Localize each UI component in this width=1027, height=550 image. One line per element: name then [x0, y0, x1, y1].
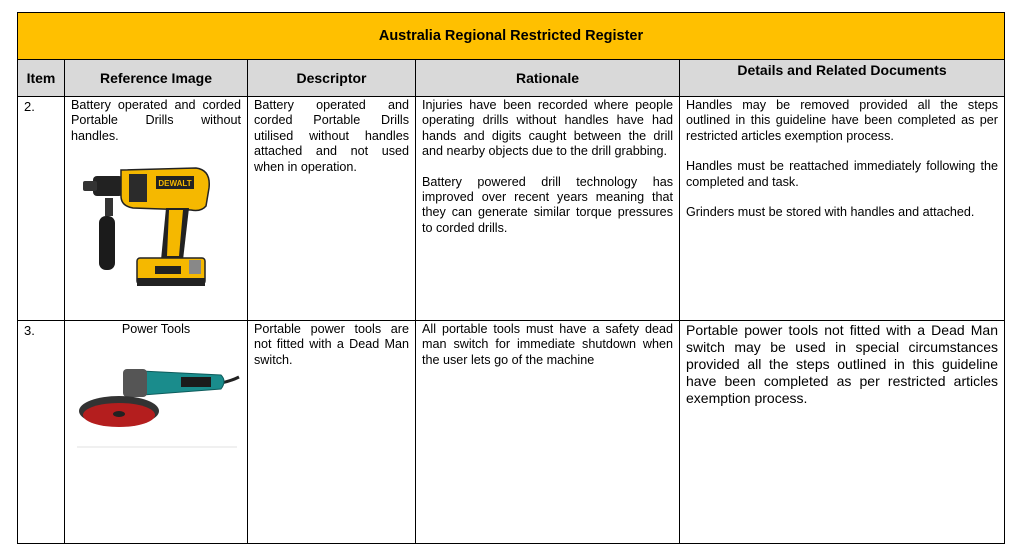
table-row [18, 321, 1005, 544]
header-reference-image: Reference Image [65, 60, 248, 97]
header-item: Item [18, 60, 65, 97]
table-row [18, 97, 1005, 321]
header-rationale: Rationale [416, 60, 680, 97]
descriptor-cell: Battery operated and corded Portable Drills utilised without handles attached and not used when in operation. [248, 97, 416, 321]
reference-label: Battery operated and corded Portable Drills without handles. [71, 98, 241, 143]
rationale-cell [416, 321, 680, 544]
descriptor-cell: Portable power tools are not fitted with a Dead Man switch. [248, 321, 416, 544]
rationale-cell [416, 97, 680, 321]
rationale-paragraph: All portable tools must have a safety dead man switch for immediate shutdown when the user lets go of the machine [422, 322, 673, 367]
item-number: 3. [18, 321, 65, 544]
details-paragraph: Portable power tools not fitted with a Dead Man switch may be used in special circumstances provided all the steps outlined in this guideline have been completed as per restricted articles exemption process. [686, 322, 998, 406]
header-details: Details and Related Documents [680, 60, 1005, 97]
svg-text:DEWALT: DEWALT [158, 179, 192, 189]
details-paragraph: Handles may be removed provided all the steps outlined in this guideline have been completed as per restricted articles exemption process. [686, 98, 998, 143]
header-descriptor: Descriptor [248, 60, 416, 97]
item-number: 2. [18, 97, 65, 321]
details-cell [680, 321, 1005, 544]
cordless-drill-icon [71, 148, 241, 297]
angle-grinder-icon [71, 341, 241, 455]
rationale-paragraph: Battery powered drill technology has improved over recent years meaning that they can generate similar torque pressures to corded drills. [422, 174, 673, 235]
details-paragraph: Handles must be reattached immediately following the completed and task. [686, 159, 998, 189]
reference-label: Power Tools [121, 322, 191, 336]
details-cell [680, 97, 1005, 321]
register-title: Australia Regional Restricted Register [18, 13, 1005, 60]
rationale-paragraph: Injuries have been recorded where people operating drills without handles have had hands and digits caught between the drill and nearby objects due to the drill grabbing. [422, 98, 673, 159]
reference-image-cell [65, 321, 248, 544]
restricted-register-table [17, 12, 1005, 544]
reference-image-cell [65, 97, 248, 321]
details-paragraph: Grinders must be stored with handles and attached. [686, 205, 975, 220]
